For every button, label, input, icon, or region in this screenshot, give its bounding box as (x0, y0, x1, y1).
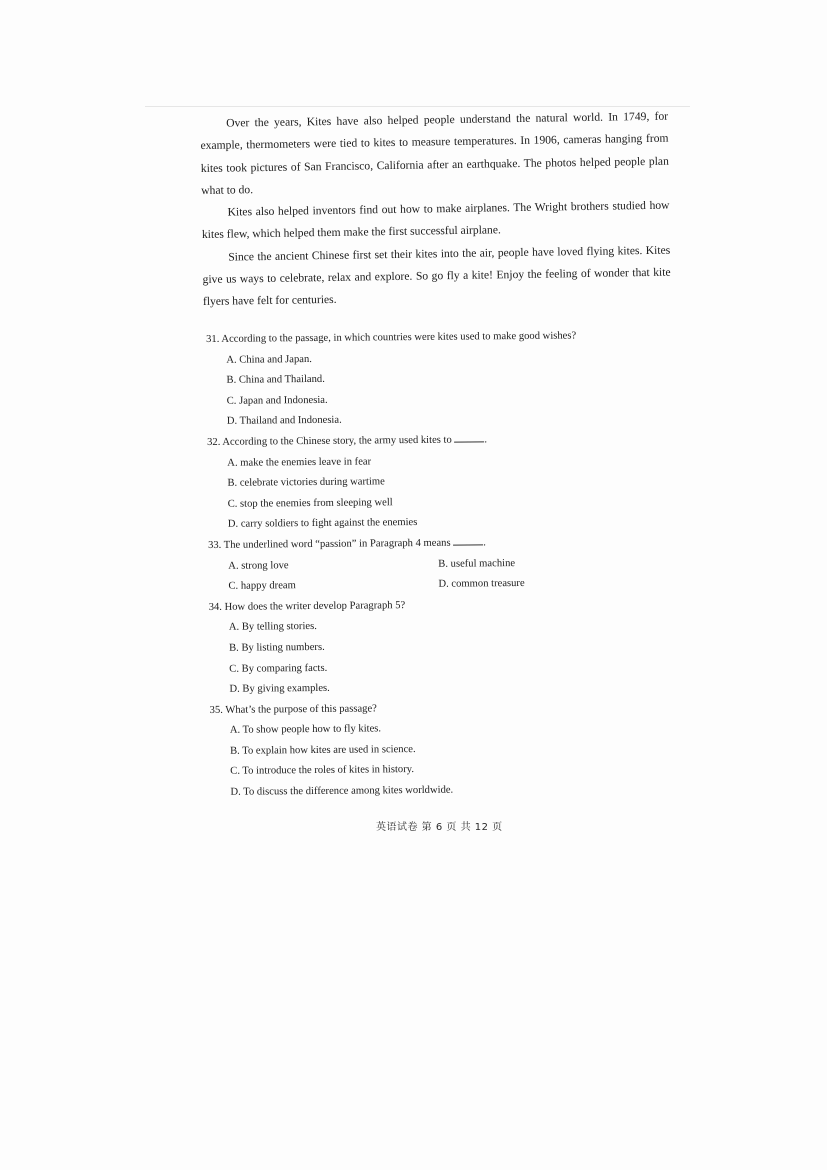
question-32 (207, 429, 628, 536)
question-31 (206, 326, 627, 433)
option-d[interactable]: D. To discuss the difference among kites worldwide. (230, 784, 454, 798)
option-b[interactable]: B. China and Thailand. (226, 374, 325, 386)
question-stem-text: 33. The underlined word “passion” in Paragraph 4 means (208, 537, 454, 551)
option-c[interactable]: C. stop the enemies from sleeping well (227, 496, 393, 510)
option-a[interactable]: A. make the enemies leave in fear (227, 455, 372, 469)
question-35 (210, 697, 631, 804)
option-d[interactable]: D. carry soldiers to fight against the enemies (227, 517, 418, 531)
question-stem-text: 32. According to the Chinese story, the army used kites to (207, 434, 455, 448)
option-c[interactable]: C. happy dream (228, 580, 296, 592)
option-a[interactable]: A. By telling stories. (228, 621, 317, 634)
option-c[interactable]: C. By comparing facts. (229, 662, 328, 675)
option-a[interactable]: A. China and Japan. (226, 353, 312, 366)
question-34 (209, 594, 630, 701)
question-33 (208, 532, 629, 598)
option-a[interactable]: A. strong love (228, 559, 289, 572)
passage-paragraph-1: Over the years, Kites have also helped people understand the natural world. In 1749, for example, thermometers were tied to kites to measure temperatures. In 1906, cameras hanging from kites took pictures of San Francisco, California after an earthquake. The photos helped people plan what to do. (200, 109, 669, 197)
option-b[interactable]: B. To explain how kites are used in science. (229, 743, 416, 757)
question-stem-end: . (483, 537, 486, 549)
option-d[interactable]: D. By giving examples. (229, 682, 330, 695)
option-d[interactable]: D. common treasure (438, 578, 525, 590)
option-a[interactable]: A. To show people how to fly kites. (229, 723, 382, 737)
question-list (206, 326, 631, 804)
passage-paragraph-3: Since the ancient Chinese first set their kites into the air, people have loved flying kites. Kites give us ways to celebrate, relax and explore. So go fly a kite! Enjoy the feeling of wonder that kite flyers have felt for centuries. (202, 243, 671, 309)
option-b[interactable]: B. useful machine (438, 557, 516, 570)
question-stem: 35. What’s the purpose of this passage? (209, 703, 377, 716)
option-d[interactable]: D. Thailand and Indonesia. (226, 415, 342, 428)
option-c[interactable]: C. To introduce the roles of kites in history. (230, 764, 415, 778)
passage-paragraph-2: Kites also helped inventors find out how to make airplanes. The Wright brothers studied how kites flew, which helped them make the first successful airplane. (201, 198, 670, 242)
answer-blank (454, 441, 484, 442)
option-c[interactable]: C. Japan and Indonesia. (226, 394, 328, 407)
answer-blank (453, 544, 483, 545)
option-b[interactable]: B. By listing numbers. (229, 641, 325, 654)
reading-passage (200, 106, 671, 314)
question-stem-end: . (484, 434, 488, 446)
option-b[interactable]: B. celebrate victories during wartime (227, 476, 385, 489)
page-footer: 英语试卷 第 6 页 共 12 页 (376, 822, 503, 833)
question-stem: 34. How does the writer develop Paragraph 5? (208, 599, 406, 613)
question-stem: 31. According to the passage, in which countries were kites used to make good wishes? (206, 330, 577, 345)
